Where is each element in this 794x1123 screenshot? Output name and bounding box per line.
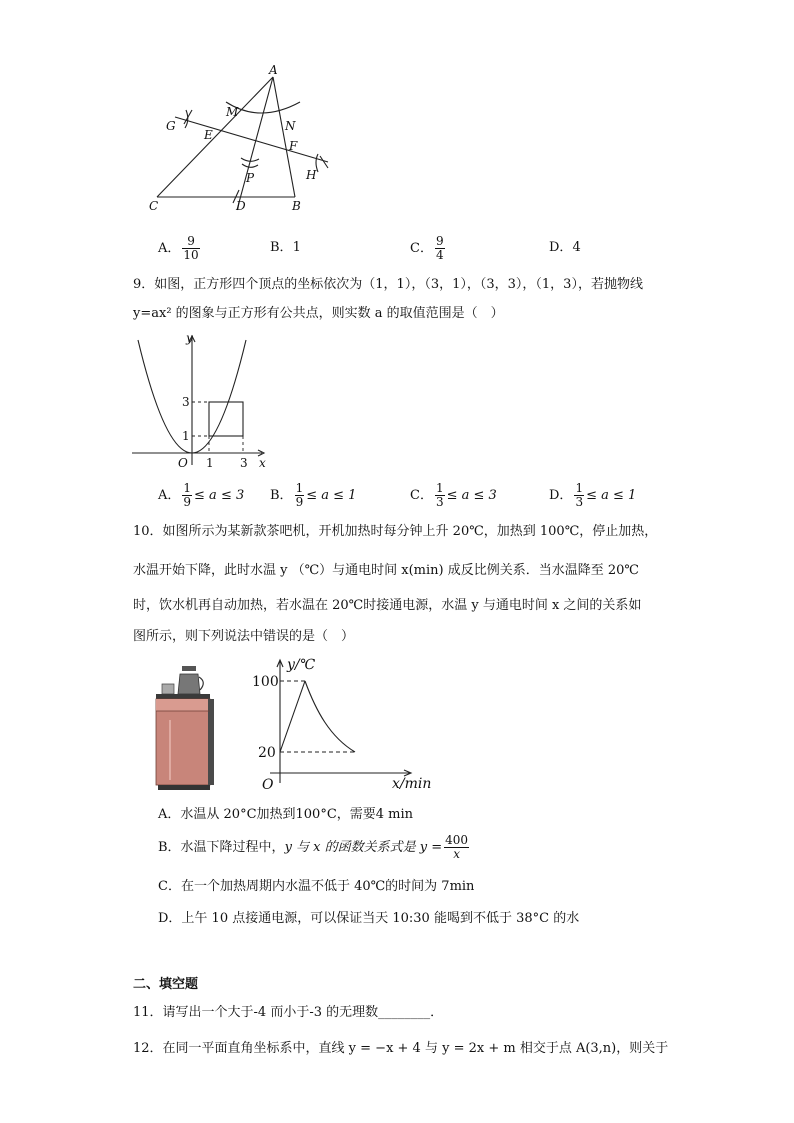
point-label-b: B	[292, 199, 301, 213]
y-tick-label: 100	[252, 674, 279, 690]
q10-line-3: 时，饮水机再自动加热，若水温在 20℃时接通电源，水温 y 与通电时间 x 之间的关系如	[133, 598, 642, 613]
origin-label: O	[262, 777, 274, 793]
fraction: $\frac{1}{3}$	[575, 481, 584, 509]
q11-text: 11．请写出一个大于-4 而小于-3 的无理数________．	[133, 1005, 444, 1020]
q8-triangle-figure	[140, 62, 350, 222]
fraction: $\frac{9}{4}$	[435, 234, 444, 262]
q8-option-b[interactable]: B．1	[270, 240, 301, 255]
y-tick-label: 1	[182, 429, 190, 443]
tea-machine-image	[150, 660, 220, 795]
point-label-a: A	[269, 63, 278, 77]
section-title-fill-blank: 二、填空题	[133, 977, 199, 992]
fraction: $\frac{400}{x}$	[445, 833, 469, 861]
fraction: $\frac{1}{3}$	[435, 481, 444, 509]
x-axis-label: x/min	[392, 776, 432, 792]
q10-line-2: 水温开始下降，此时水温 y （℃）与通电时间 x(min) 成反比例关系．当水温降至 20℃	[133, 563, 639, 578]
q8-option-d[interactable]: D．4	[549, 240, 581, 255]
point-label-g: G	[166, 119, 176, 133]
q9-option-a[interactable]: A． $\frac{1}{9}$ ≤ a ≤ 3	[158, 481, 245, 509]
point-label-d: D	[236, 199, 246, 213]
q9-option-b[interactable]: B． $\frac{1}{9}$ ≤ a ≤ 1	[270, 481, 357, 509]
q10-option-b[interactable]: B．水温下降过程中，y 与 x 的函数关系式是 y = $\frac{400}{x}$	[158, 833, 469, 861]
q9-line-2: y=ax² 的图象与正方形有公共点，则实数 a 的取值范围是（ ）	[133, 306, 504, 321]
point-label-m: M	[226, 105, 239, 119]
q8-option-c[interactable]: C． $\frac{9}{4}$	[410, 234, 444, 262]
y-axis-label: y	[186, 331, 193, 345]
q12-text: 12．在同一平面直角坐标系中，直线 y = −x + 4 与 y = 2x + m 相交于点 A(3,n)，则关于	[133, 1041, 669, 1056]
fraction: $\frac{9}{10}$	[183, 234, 199, 262]
q10-line-1: 10．如图所示为某新款茶吧机，开机加热时每分钟上升 20℃，加热到 100℃，停止加热，	[133, 524, 658, 539]
point-label-p: P	[246, 171, 255, 185]
x-tick-label: 3	[240, 456, 248, 470]
q9-option-c[interactable]: C． $\frac{1}{3}$ ≤ a ≤ 3	[410, 481, 497, 509]
point-label-c: C	[149, 199, 159, 213]
q9-option-d[interactable]: D． $\frac{1}{3}$ ≤ a ≤ 1	[549, 481, 637, 509]
x-axis-label: x	[259, 456, 266, 470]
q8-option-a[interactable]: A． $\frac{9}{10}$	[158, 234, 199, 262]
x-tick-label: 1	[206, 456, 214, 470]
y-tick-label: 3	[182, 395, 190, 409]
point-label-f: F	[289, 139, 298, 153]
q10-line-4: 图所示，则下列说法中错误的是（ ）	[133, 629, 355, 644]
origin-label: O	[178, 456, 188, 470]
fraction: $\frac{1}{9}$	[295, 481, 304, 509]
point-label-n: N	[285, 119, 296, 133]
point-label-h: H	[306, 168, 317, 182]
fraction: $\frac{1}{9}$	[183, 481, 192, 509]
q10-option-d[interactable]: D．上午 10 点接通电源，可以保证当天 10:30 能喝到不低于 38°C 的水	[158, 911, 580, 926]
q9-line-1: 9．如图，正方形四个顶点的坐标依次为（1，1），（3，1），（3，3），（1，3），若抛物线	[133, 277, 643, 292]
point-label-e: E	[204, 128, 213, 142]
q10-option-a[interactable]: A．水温从 20°C加热到100°C，需要4 min	[158, 807, 414, 822]
q9-parabola-figure	[130, 330, 275, 470]
q10-temperature-graph	[250, 655, 440, 795]
y-axis-label: y/℃	[287, 657, 316, 673]
y-tick-label: 20	[258, 745, 276, 761]
q10-option-c[interactable]: C．在一个加热周期内水温不低于 40℃的时间为 7min	[158, 879, 475, 894]
